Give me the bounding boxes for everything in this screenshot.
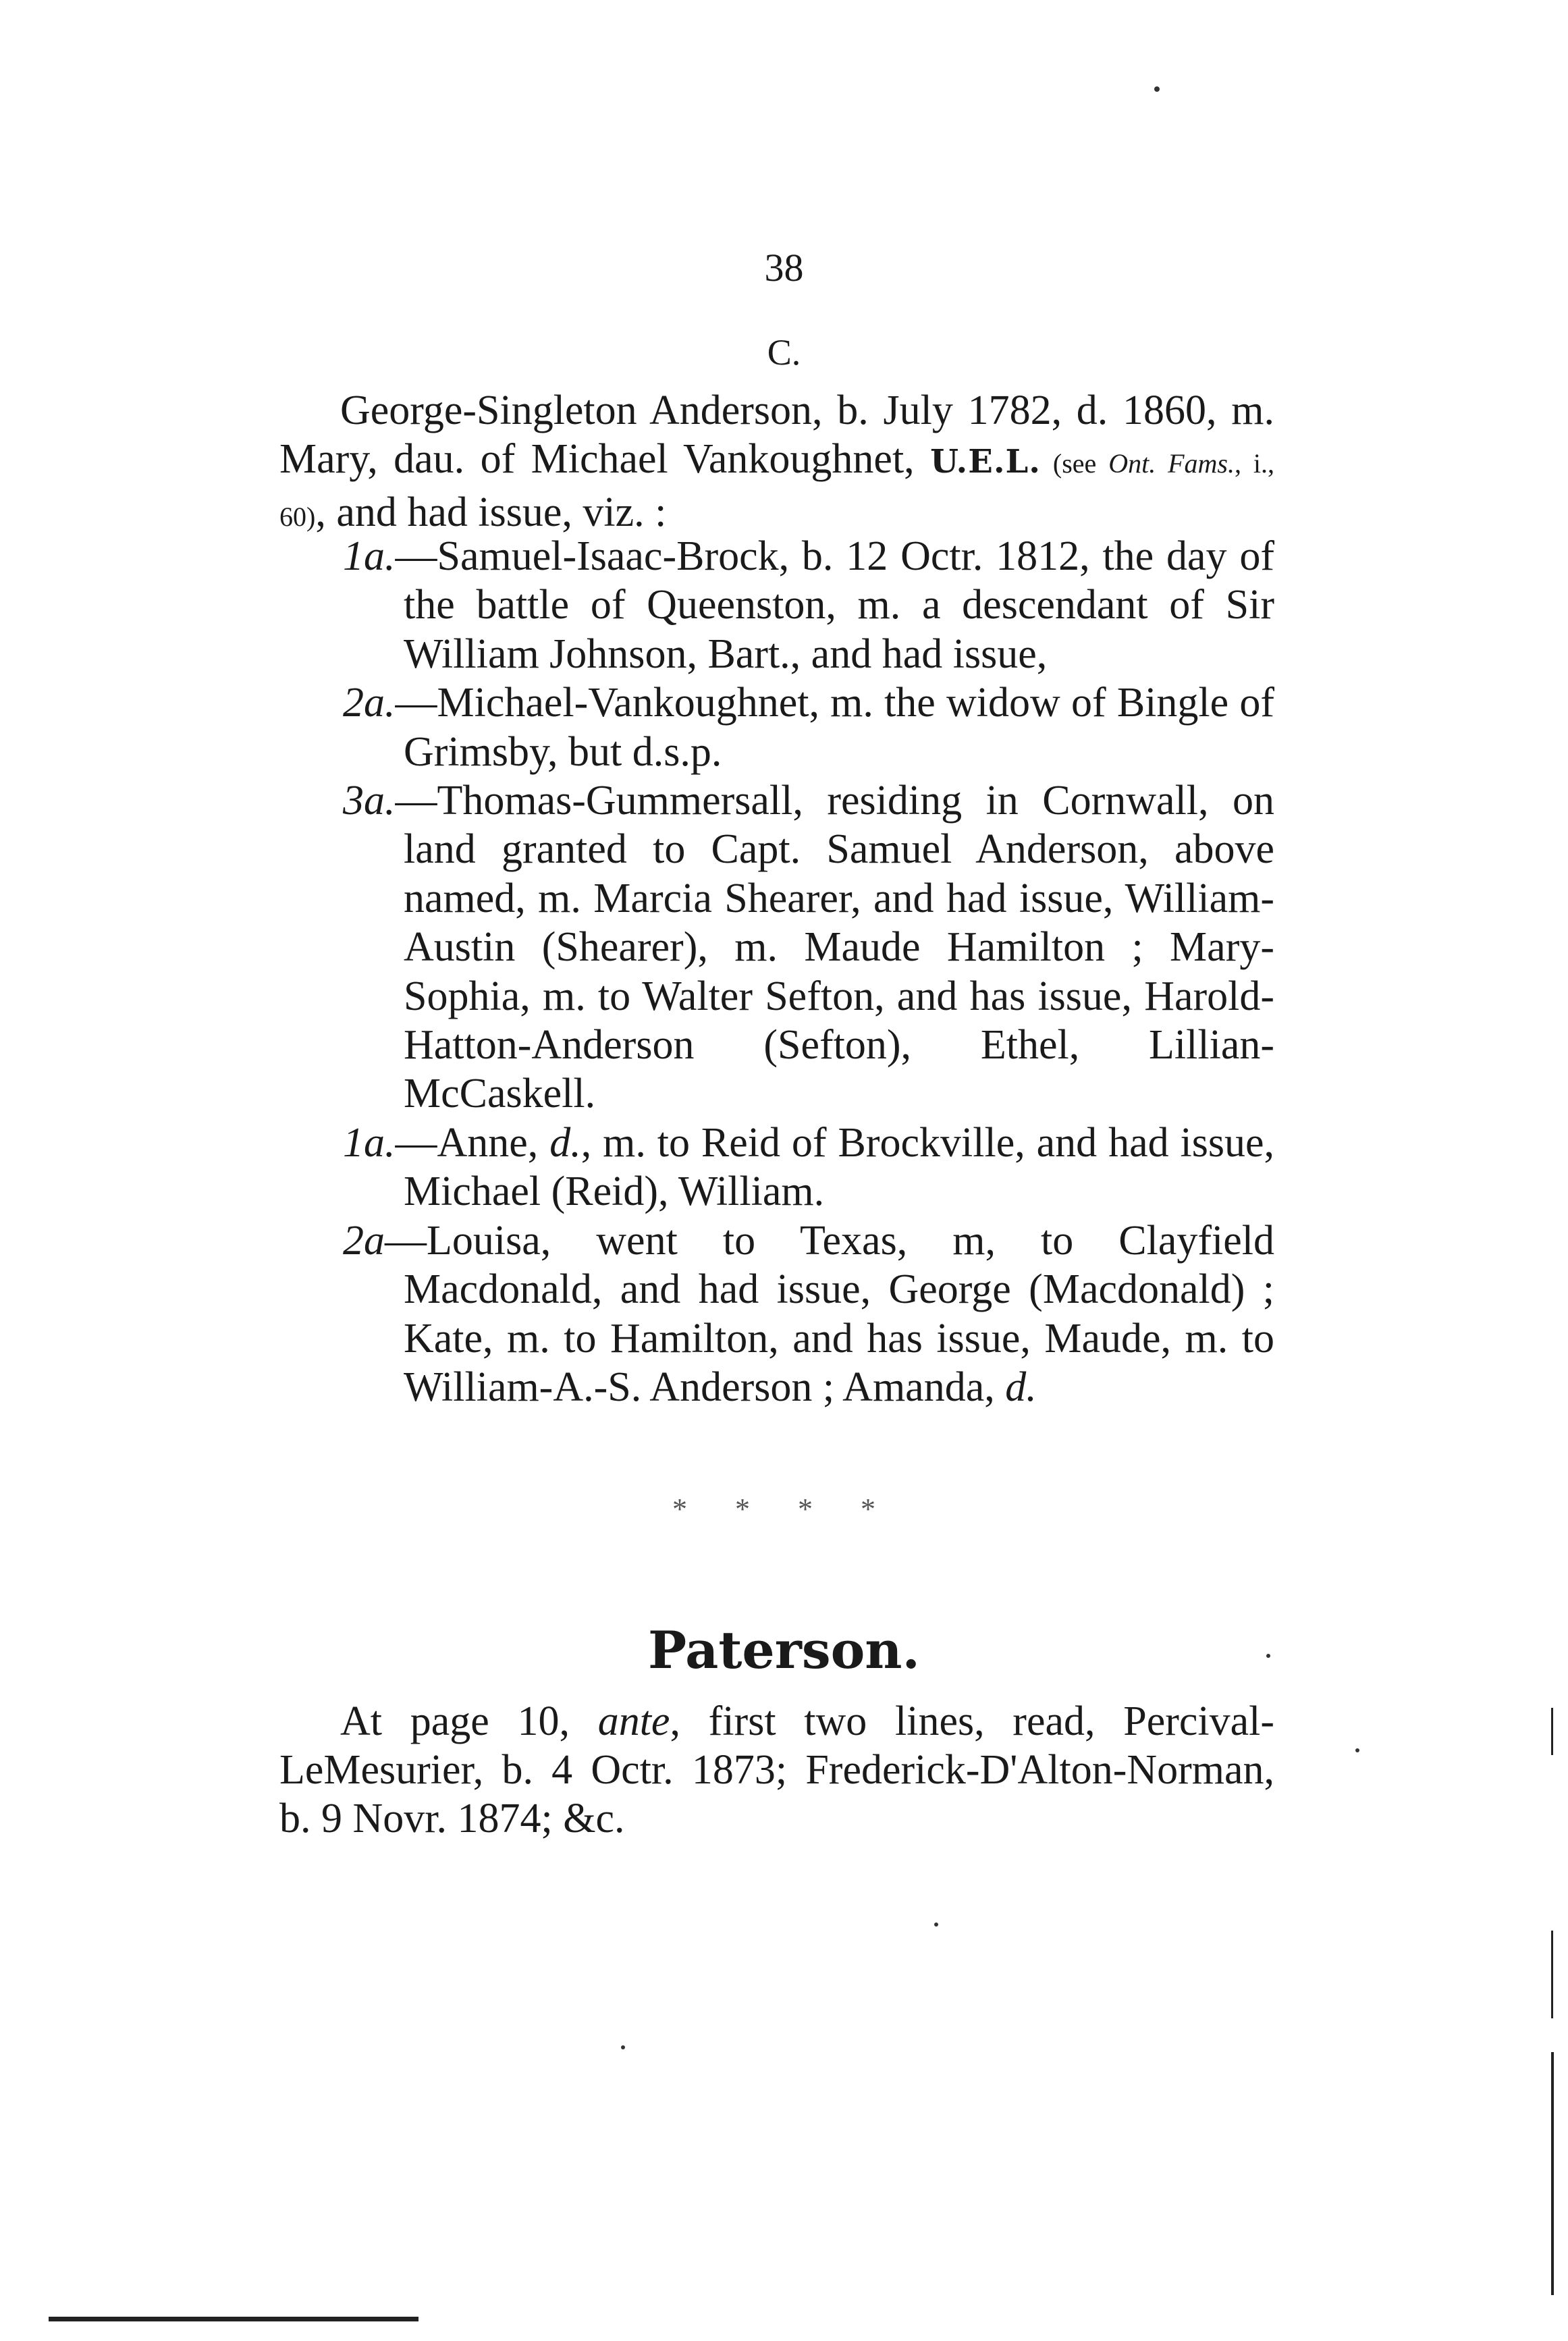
source-citation: Ont. Fams. — [1108, 448, 1235, 479]
scan-edge-mark — [1551, 1931, 1553, 2018]
scan-speck — [1154, 86, 1160, 92]
section-letter: C. — [767, 332, 801, 373]
entry-text: —Thomas-Gummersall, residing in Cornwall, on land granted to Capt. Samuel Anderson, above named, m. Marcia Shearer, and had issue, William-Austin (Shearer), m. Maude Hamilton ; Mary-Sophia, m. to Walter Sefton, and has issue, Harold-Hatton-Anderson (Sefton), Ethel, Lillian-McCaskell. — [395, 778, 1274, 1117]
paterson-heading: Paterson. — [647, 1620, 921, 1680]
uel-abbreviation: U.E.L. — [930, 443, 1041, 481]
scan-edge-mark — [1551, 2052, 1554, 2295]
entry-text: —Louisa, went to Texas, m, to Clayfield Macdonald, and had issue, George (Macdonald) ; Kate, m. to Hamilton, and has issue, Maude, m. to William-A.-S. Anderson ; Amanda, — [385, 1217, 1274, 1410]
list-item — [279, 532, 1274, 678]
entry-number: 2a. — [343, 680, 396, 726]
entry-italic: d. — [1005, 1364, 1037, 1410]
intro-text-3: , i., 60) — [279, 448, 1274, 532]
entry-text: —Anne, — [395, 1119, 550, 1166]
section-separator: * * * * — [672, 1492, 896, 1526]
scan-speck — [934, 1922, 938, 1927]
intro-text-1: George-Singleton Anderson, b. July 1782, d. 1860, m. Mary, dau. of Michael Vankoughnet, — [279, 387, 1274, 482]
paterson-text-2: , first two lines, read, Percival-LeMesurier, b. 4 Octr. 1873; Frederick-D'Alton-Norman, b. 9 Novr. 1874; &c. — [279, 1698, 1274, 1841]
intro-text-4: , and had issue, viz. : — [315, 489, 667, 535]
intro-paragraph — [279, 386, 1274, 541]
paterson-italic: ante — [597, 1698, 670, 1744]
entry-italic: d. — [549, 1119, 581, 1166]
issue-list — [279, 532, 1274, 1411]
scan-speck — [1266, 1654, 1270, 1658]
list-item — [279, 776, 1274, 1119]
intro-text-2: (see — [1041, 448, 1109, 479]
paterson-paragraph — [279, 1697, 1274, 1843]
list-item — [279, 1119, 1274, 1216]
paterson-text-1: At page 10, — [340, 1698, 598, 1744]
entry-text: —Samuel-Isaac-Brock, b. 12 Octr. 1812, the day of the battle of Queenston, m. a descendant of Sir William Johnson, Bart., and had issue, — [395, 533, 1274, 677]
bottom-rule — [49, 2317, 418, 2321]
page-number: 38 — [764, 246, 804, 290]
scan-speck — [621, 2045, 625, 2049]
entry-number: 1a. — [343, 533, 396, 579]
entry-number: 2a — [343, 1217, 385, 1264]
scan-speck — [1355, 1748, 1359, 1752]
scan-edge-mark — [1551, 1708, 1553, 1755]
entry-number: 1a. — [343, 1119, 396, 1166]
entry-text: —Michael-Vankoughnet, m. the widow of Bingle of Grimsby, but d.s.p. — [395, 680, 1274, 775]
entry-text-end: , m. to Reid of Brockville, and had issue, Michael (Reid), William. — [404, 1119, 1274, 1215]
entry-number: 3a. — [343, 778, 396, 824]
list-item — [279, 678, 1274, 776]
list-item — [279, 1216, 1274, 1412]
